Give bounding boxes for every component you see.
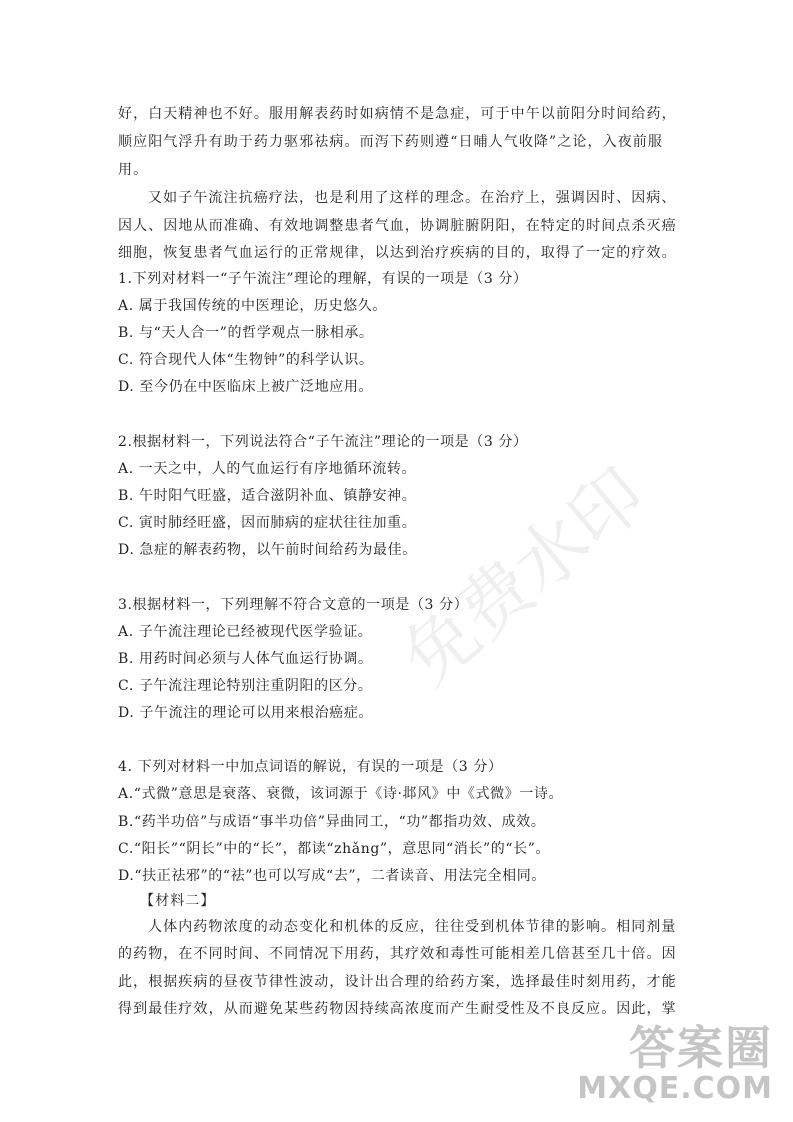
question-option: A. 属于我国传统的中医理论，历史悠久。 [118,298,388,314]
body-line: 细胞，恢复患者气血运行的正常规律，以达到治疗疾病的目的，取得了一定的疗效。 [118,245,677,261]
body-line: 得到最佳疗效，从而避免某些药物因持续高浓度而产生耐受性及不良反应。因此，掌 [118,1001,677,1017]
question-option: C. 符合现代人体“生物钟”的科学认识。 [118,352,374,368]
site-logo [577,1012,779,1112]
question-option: A.“式微”意思是衰落、衰微，该词源于《诗·邶风》中《式微》一诗。 [118,786,564,802]
body-line: 好，白天精神也不好。服用解表药时如病情不是急症，可于中午以前阳分时间给药， [118,106,677,122]
question-option: B. 用药时间必须与人体气血运行协调。 [118,651,373,667]
question-option: C. 寅时肺经旺盛，因而肺病的症状往往加重。 [118,515,417,531]
question-option: D. 子午流注的理论可以用来根治癌症。 [118,705,374,721]
question-stem: 4. 下列对材料一中加点词语的解说，有误的一项是（3 分） [118,759,503,775]
question-option: D.“扶正祛邪”的“祛”也可以写成“去”，二者读音、用法完全相同。 [118,868,546,884]
question-option: D. 急症的解表药物，以午前时间给药为最佳。 [118,542,417,558]
body-line: 用。 [118,162,149,178]
question-option: C.“阳长”“阴长”中的“长”，都读“zhǎng”，意思同“消长”的“长”。 [118,841,551,857]
question-option: B. 与“天人合一”的哲学观点一脉相承。 [118,325,374,341]
question-option: C. 子午流注理论特别注重阴阳的区分。 [118,678,373,694]
logo-top-text: 答案圈 [629,1021,773,1075]
question-stem: 2.根据材料一，下列说法符合“子午流注”理论的一项是（3 分） [118,434,528,450]
question-option: A. 一天之中，人的气血运行有序地循环流转。 [118,461,417,477]
section-heading: 【材料二】 [140,893,216,909]
question-stem: 3.根据材料一，下列理解不符合文意的一项是（3 分） [118,597,469,613]
logo-bottom-text: MXQE.COM [577,1071,773,1106]
question-option: B.“药半功倍”与成语“事半功倍”异曲同工，“功”都指功效、成效。 [118,814,546,830]
question-option: B. 午时阳气旺盛，适合滋阴补血、镇静安神。 [118,488,417,504]
body-line: 的药物，在不同时间、不同情况下用药，其疗效和毒性可能相差几倍甚至几十倍。因 [118,946,677,962]
body-line: 顺应阳气浮升有助于药力驱邪祛病。而泻下药则遵“日晡人气收降”之论，入夜前服 [118,134,664,150]
watermark-text: 免费水印 [386,451,662,702]
question-option: A. 子午流注理论已经被现代医学验证。 [118,624,373,640]
body-line: 此，根据疾病的昼夜节律性波动，设计出合理的给药方案，选择最佳时刻用药，才能 [118,974,677,990]
body-line: 人体内药物浓度的动态变化和机体的反应，往往受到机体节律的影响。相同剂量 [148,919,677,935]
body-line: 又如子午流注抗癌疗法，也是利用了这样的理念。在治疗上，强调因时、因病、 [148,190,677,206]
question-stem: 1.下列对材料一“子午流注”理论的理解，有误的一项是（3 分） [118,271,528,287]
question-option: D. 至今仍在中医临床上被广泛地应用。 [118,379,374,395]
body-line: 因人、因地从而准确、有效地调整患者气血，协调脏腑阴阳，在特定的时间点杀灭癌 [118,218,677,234]
